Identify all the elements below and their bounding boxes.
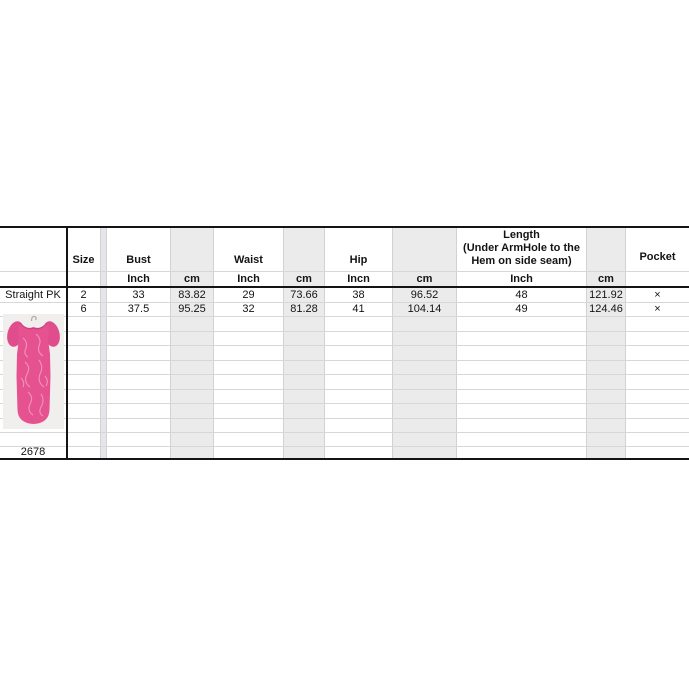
header-length-line2: (Under ArmHole to the	[463, 242, 580, 254]
cell-waist-cm: 73.66	[290, 289, 318, 301]
header-size: Size	[72, 254, 95, 266]
gridline-horizontal	[0, 374, 689, 375]
cell-bust-inch: 33	[132, 289, 145, 301]
header-hip: Hip	[349, 254, 368, 266]
cell-length-cm: 121.92	[589, 289, 623, 301]
unit-bust-cm: cm	[184, 273, 200, 285]
table-border-top	[0, 226, 689, 228]
header-waist: Waist	[234, 254, 263, 266]
gridline-vertical	[100, 227, 101, 460]
header-pocket: Pocket	[639, 251, 676, 263]
cell-length-inch: 49	[515, 303, 528, 315]
dress-body	[17, 323, 51, 424]
gridline-horizontal	[0, 360, 689, 361]
gridline-vertical	[283, 227, 284, 460]
cell-waist-cm: 81.28	[290, 303, 318, 315]
column-shade-hip-cm	[392, 227, 457, 460]
column-shade-bust-cm	[170, 227, 214, 460]
header-length-line1: Length	[503, 229, 540, 241]
cell-pocket-mark: ×	[654, 303, 661, 315]
header-bust: Bust	[126, 254, 151, 266]
cell-hip-inch: 38	[352, 289, 365, 301]
unit-waist-cm: cm	[296, 273, 312, 285]
cell-waist-inch: 32	[242, 303, 255, 315]
gridline-horizontal	[0, 403, 689, 404]
cell-bust-cm: 95.25	[178, 303, 206, 315]
gridline-horizontal	[0, 418, 689, 419]
gridline-horizontal	[0, 389, 689, 390]
gridline-vertical	[170, 227, 171, 460]
gridline-horizontal	[0, 432, 689, 433]
column-shade-waist-cm	[283, 227, 325, 460]
unit-bust-inch: Inch	[127, 273, 150, 285]
cell-hip-cm: 96.52	[410, 289, 439, 301]
unit-hip-inch: Incn	[347, 273, 370, 285]
gridline-vertical	[586, 227, 587, 460]
cell-size: 6	[80, 303, 87, 315]
cell-size: 2	[80, 289, 87, 301]
gridline-horizontal	[0, 345, 689, 346]
cell-length-inch: 48	[515, 289, 528, 301]
cell-bust-cm: 83.82	[178, 289, 206, 301]
table-border-bottom	[0, 458, 689, 460]
unit-waist-inch: Inch	[237, 273, 260, 285]
cell-pocket-mark: ×	[654, 289, 661, 301]
cell-length-cm: 124.46	[589, 303, 623, 315]
gridline-horizontal	[0, 316, 689, 317]
unit-length-cm: cm	[598, 273, 614, 285]
cell-hip-inch: 41	[352, 303, 365, 315]
cell-bust-inch: 37.5	[127, 303, 150, 315]
unit-hip-cm: cm	[416, 273, 433, 285]
gridline-vertical	[392, 227, 393, 460]
header-length-line3: Hem on side seam)	[471, 255, 572, 267]
row-label: Straight PK	[5, 289, 61, 301]
product-photo-pink-dress	[3, 314, 64, 429]
unit-length-inch: Inch	[510, 273, 533, 285]
cell-waist-inch: 29	[242, 289, 255, 301]
header-length	[457, 229, 586, 268]
gridline-horizontal	[0, 446, 689, 447]
gridline-horizontal	[0, 331, 689, 332]
column-shade-length-cm	[586, 227, 626, 460]
item-code: 2678	[20, 446, 46, 458]
cell-hip-cm: 104.14	[407, 303, 442, 315]
